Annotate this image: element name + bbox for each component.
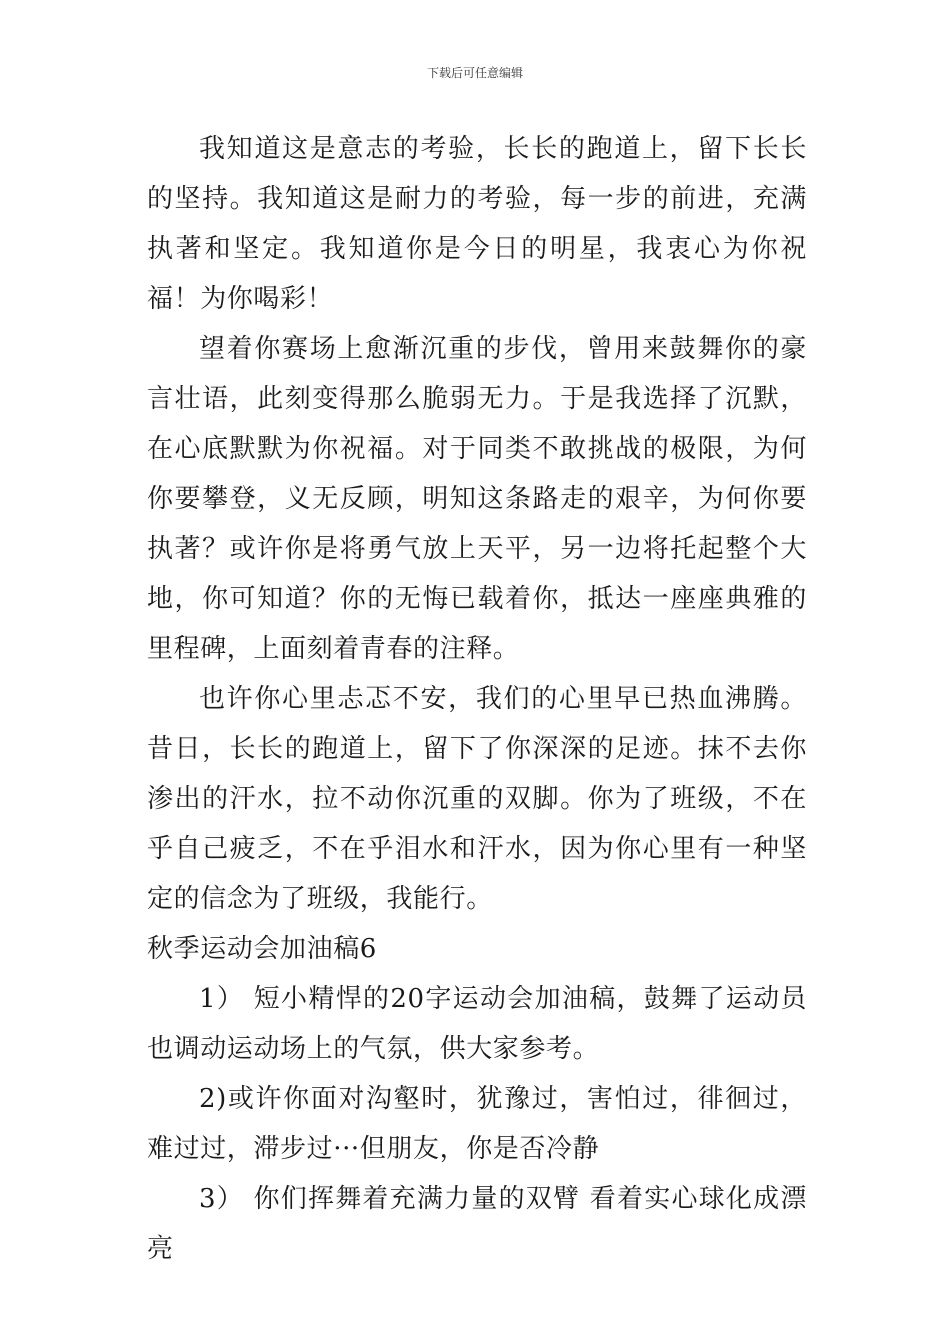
section-title: 秋季运动会加油稿6 bbox=[147, 934, 377, 964]
paragraph-1: 我知道这是意志的考验，长长的跑道上，留下长长的坚持。我知道这是耐力的考验，每一步的前进，充满执著和坚定。我知道你是今日的明星，我衷心为你祝福！为你喝彩！ bbox=[147, 134, 807, 314]
document-body bbox=[147, 124, 807, 1274]
paragraph-2: 望着你赛场上愈渐沉重的步伐，曾用来鼓舞你的豪言壮语，此刻变得那么脆弱无力。于是我选择了沉默，在心底默默为你祝福。对于同类不敢挑战的极限，为何你要攀登，义无反顾，明知这条路走的艰辛，为何你要执著？或许你是将勇气放上天平，另一边将托起整个大地，你可知道？你的无悔已载着你，抵达一座座典雅的里程碑，上面刻着青春的注释。 bbox=[147, 334, 807, 664]
page-header: 下载后可任意编辑 bbox=[426, 66, 523, 80]
list-item-1: 1） 短小精悍的20字运动会加油稿，鼓舞了运动员也调动运动场上的气氛，供大家参考。 bbox=[147, 984, 807, 1064]
paragraph-3: 也许你心里忐忑不安，我们的心里早已热血沸腾。昔日，长长的跑道上，留下了你深深的足迹。抹不去你渗出的汗水，拉不动你沉重的双脚。你为了班级，不在乎自己疲乏，不在乎泪水和汗水，因为你心里有一种坚定的信念为了班级，我能行。 bbox=[147, 684, 807, 914]
list-item-2: 2)或许你面对沟壑时，犹豫过，害怕过，徘徊过，难过过，滞步过···但朋友，你是否冷静 bbox=[147, 1084, 807, 1164]
list-item-3: 3） 你们挥舞着充满力量的双臂 看着实心球化成漂亮 bbox=[147, 1184, 807, 1264]
